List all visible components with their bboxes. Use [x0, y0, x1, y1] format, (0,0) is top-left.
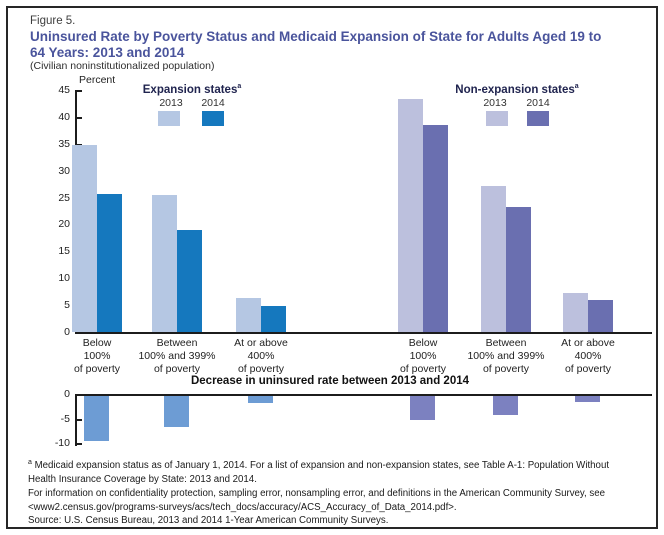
decrease-axis-tick-label: -5 [60, 412, 70, 425]
y-axis-tick-label: 40 [58, 110, 70, 123]
decrease-bar-expansion-states [164, 396, 189, 427]
figure-label: Figure 5. [30, 15, 76, 27]
x-axis-category-label: At or above 400% of poverty [234, 337, 288, 376]
bar-non-expansion-states-2013 [481, 186, 506, 332]
x-axis-baseline [75, 332, 652, 334]
x-axis-category-label: Between 100% and 399% of poverty [467, 337, 545, 376]
decrease-panel-title: Decrease in uninsured rate between 2013 and 2014 [190, 375, 470, 387]
y-axis-unit-label: Percent [79, 74, 116, 86]
figure-subtitle: (Civilian noninstitutionalized population) [30, 60, 215, 72]
bar-expansion-states-2013 [236, 298, 261, 332]
y-axis-tick-label: 0 [64, 326, 70, 338]
y-axis-tick-label: 20 [58, 218, 70, 231]
footnote-expansion-status: $^a$ Medicaid expansion status as of January 1, 2014. For a list of expansion and non-expansion states, see Table A-1: Population Without Health Insurance Coverage by State: 2013 and 2014. [28, 459, 610, 485]
footnote-block [28, 458, 630, 528]
bar-non-expansion-states-2013 [398, 99, 423, 332]
x-axis-category-label: Below 100% of poverty [399, 337, 447, 376]
bar-non-expansion-states-2014 [506, 207, 531, 332]
x-axis-category-label: Between 100% and 399% of poverty [138, 337, 216, 376]
decrease-axis-tick [76, 443, 82, 445]
legend-expansion-year-2014: 2014 [201, 97, 225, 109]
y-axis-tick-label: 30 [58, 164, 70, 177]
y-axis-tick-label: 10 [58, 272, 70, 285]
y-axis-tick-label: 5 [64, 299, 70, 312]
legend-expansion-heading: Expansion states$^a$ [142, 83, 242, 96]
y-axis-tick-label: 45 [58, 83, 70, 96]
decrease-axis-tick-label: -10 [54, 437, 70, 449]
legend-nonexpansion-footnote-marker: a [574, 83, 579, 90]
decrease-axis-tick-label: 0 [64, 388, 70, 400]
decrease-bar-non-expansion-states [575, 396, 600, 402]
x-axis-category-label: Below 100% of poverty [73, 337, 121, 376]
legend-swatch-nonexpansion-2013 [486, 111, 508, 126]
decrease-bar-non-expansion-states [493, 396, 518, 415]
legend-nonexpansion-year-2013: 2013 [483, 97, 507, 109]
y-axis-tick-label: 15 [58, 245, 70, 258]
decrease-bar-expansion-states [248, 396, 273, 403]
y-axis-tick-label: 25 [58, 191, 70, 204]
figure-title: Uninsured Rate by Poverty Status and Medicaid Expansion of State for Adults Aged 19 to 64 Years: 2013 and 2014 [30, 29, 602, 61]
legend-nonexpansion-year-2014: 2014 [526, 97, 550, 109]
bar-non-expansion-states-2014 [423, 125, 448, 332]
legend-swatch-expansion-2014 [202, 111, 224, 126]
decrease-bar-expansion-states [84, 396, 109, 441]
bar-non-expansion-states-2013 [563, 293, 588, 332]
bar-non-expansion-states-2014 [588, 300, 613, 332]
bar-expansion-states-2013 [152, 195, 177, 332]
decrease-zero-line [75, 394, 652, 396]
decrease-bar-non-expansion-states [410, 396, 435, 420]
y-axis-tick [76, 90, 82, 92]
legend-swatch-expansion-2013 [158, 111, 180, 126]
bar-expansion-states-2014 [97, 194, 122, 332]
y-axis-tick [76, 117, 82, 119]
bar-expansion-states-2013 [72, 145, 97, 332]
legend-expansion-year-2013: 2013 [159, 97, 183, 109]
decrease-axis-tick [76, 419, 82, 421]
legend-nonexpansion-heading: Non-expansion states$^a$ [455, 83, 579, 96]
y-axis-tick-label: 35 [58, 137, 70, 150]
footnote-source: Source: U.S. Census Bureau, 2013 and 2014 1-Year American Community Surveys. [28, 515, 389, 527]
legend-swatch-nonexpansion-2014 [527, 111, 549, 126]
x-axis-category-label: At or above 400% of poverty [561, 337, 615, 376]
footnote-accuracy: For information on confidentiality protection, sampling error, nonsampling error, and definitions in the American Community Survey, see <www2.census.gov/programs-surveys/acs/tech_docs/accuracy/ACS_Accuracy_of_Data_2014.pdf>. [28, 487, 606, 513]
bar-expansion-states-2014 [177, 230, 202, 332]
bar-expansion-states-2014 [261, 306, 286, 332]
legend-expansion-footnote-marker: a [237, 83, 242, 90]
